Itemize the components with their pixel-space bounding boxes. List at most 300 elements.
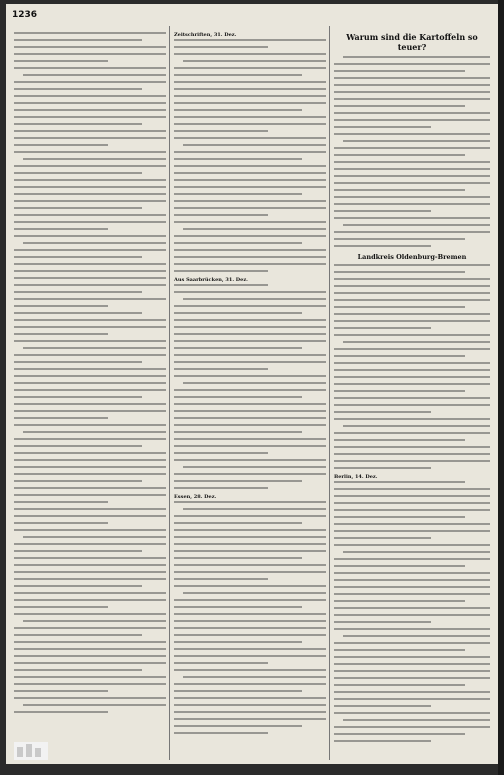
text-line <box>14 88 142 90</box>
text-line <box>334 418 490 420</box>
text-line <box>174 305 326 307</box>
text-line <box>334 670 490 672</box>
article-dateline: Aus Saarbrücken, 31. Dez. <box>174 277 248 283</box>
text-line <box>174 172 326 174</box>
text-line <box>174 74 302 76</box>
text-line <box>174 697 326 699</box>
text-line <box>23 536 166 538</box>
text-line <box>14 277 166 279</box>
text-line <box>334 397 490 399</box>
text-line <box>174 725 302 727</box>
text-line <box>334 362 490 364</box>
text-line <box>174 585 326 587</box>
text-line <box>14 508 166 510</box>
text-line <box>14 102 166 104</box>
text-line <box>334 285 490 287</box>
section-heading: Landkreis Oldenburg-Bremen <box>357 253 467 261</box>
text-line <box>14 522 108 524</box>
text-line <box>14 662 166 664</box>
text-line <box>174 123 326 125</box>
text-line <box>334 649 465 651</box>
text-line <box>14 655 166 657</box>
text-line <box>334 488 490 490</box>
text-line <box>174 284 268 286</box>
text-line <box>14 186 166 188</box>
text-line <box>14 207 142 209</box>
text-line <box>14 571 166 573</box>
text-line <box>343 341 490 343</box>
text-line <box>174 179 326 181</box>
text-line <box>334 278 490 280</box>
text-line <box>14 39 142 41</box>
text-line <box>334 264 490 266</box>
text-line <box>174 291 326 293</box>
text-line <box>174 690 302 692</box>
text-line <box>14 235 166 237</box>
text-line <box>23 158 166 160</box>
archive-stamp-image <box>14 742 48 760</box>
text-line <box>14 95 166 97</box>
text-line <box>334 600 465 602</box>
text-line <box>174 655 326 657</box>
text-line <box>14 480 142 482</box>
text-line <box>174 137 326 139</box>
text-line <box>14 298 166 300</box>
text-line <box>174 620 326 622</box>
text-line <box>174 522 302 524</box>
text-line <box>334 691 490 693</box>
text-line <box>174 515 326 517</box>
text-line <box>183 466 326 468</box>
text-line <box>334 684 465 686</box>
text-line <box>14 627 166 629</box>
text-line <box>334 334 490 336</box>
text-lines <box>334 481 490 742</box>
text-line <box>334 740 431 742</box>
text-line <box>174 235 326 237</box>
text-line <box>14 333 108 335</box>
text-line <box>174 410 326 412</box>
text-line <box>14 326 166 328</box>
text-line <box>343 56 490 58</box>
text-line <box>14 151 166 153</box>
text-line <box>334 98 490 100</box>
text-line <box>343 719 490 721</box>
article-dateline: Essen, 28. Dez. <box>174 494 217 500</box>
text-line <box>174 550 326 552</box>
text-line <box>174 67 326 69</box>
text-line <box>14 669 142 671</box>
text-line <box>334 217 490 219</box>
text-line <box>14 683 166 685</box>
text-line <box>14 410 166 412</box>
text-line <box>334 376 490 378</box>
text-line <box>334 726 490 728</box>
text-line <box>334 439 465 441</box>
text-line <box>174 501 326 503</box>
text-line <box>183 508 326 510</box>
text-line <box>334 271 465 273</box>
text-line <box>183 676 326 678</box>
text-line <box>174 39 326 41</box>
text-line <box>174 221 326 223</box>
text-line <box>174 529 326 531</box>
text-line <box>174 487 268 489</box>
text-line <box>14 592 166 594</box>
text-line <box>174 396 302 398</box>
text-line <box>334 119 490 121</box>
text-line <box>174 564 326 566</box>
text-line <box>334 383 490 385</box>
text-line <box>334 530 490 532</box>
text-line <box>14 291 142 293</box>
text-line <box>334 628 490 630</box>
text-line <box>174 669 326 671</box>
text-line <box>183 228 326 230</box>
text-line <box>14 564 166 566</box>
text-line <box>14 193 166 195</box>
text-line <box>174 445 326 447</box>
text-lines <box>174 501 326 734</box>
text-line <box>14 389 166 391</box>
column-rule <box>329 26 330 760</box>
text-line <box>183 298 326 300</box>
text-line <box>174 354 326 356</box>
text-line <box>23 431 166 433</box>
text-line <box>14 613 166 615</box>
text-line <box>334 84 490 86</box>
text-line <box>174 634 326 636</box>
article-dateline: Zeitschriften, 31. Dez. <box>174 32 237 38</box>
text-line <box>14 256 142 258</box>
text-line <box>174 263 326 265</box>
text-line <box>14 361 142 363</box>
text-line <box>14 515 166 517</box>
text-line <box>14 578 166 580</box>
column-3 <box>334 32 490 752</box>
text-line <box>334 656 490 658</box>
text-line <box>174 480 302 482</box>
text-line <box>174 732 268 734</box>
text-line <box>334 621 431 623</box>
text-line <box>174 613 326 615</box>
text-line <box>334 390 465 392</box>
text-line <box>14 179 166 181</box>
text-line <box>174 718 326 720</box>
text-line <box>334 481 465 483</box>
text-line <box>14 81 166 83</box>
text-line <box>334 537 431 539</box>
text-lines <box>174 284 326 489</box>
text-line <box>174 599 326 601</box>
text-line <box>174 333 326 335</box>
text-line <box>174 249 326 251</box>
text-line <box>14 641 166 643</box>
text-line <box>334 306 465 308</box>
text-line <box>334 196 490 198</box>
text-line <box>174 151 326 153</box>
text-line <box>334 677 490 679</box>
text-line <box>334 238 465 240</box>
text-line <box>14 165 166 167</box>
text-line <box>334 663 490 665</box>
text-lines <box>14 508 166 713</box>
text-line <box>334 712 490 714</box>
text-line <box>14 417 108 419</box>
text-line <box>334 320 490 322</box>
text-line <box>334 607 490 609</box>
text-line <box>14 200 166 202</box>
text-line <box>14 67 166 69</box>
text-line <box>334 189 465 191</box>
text-line <box>174 403 326 405</box>
text-line <box>174 102 326 104</box>
text-line <box>174 340 326 342</box>
text-line <box>23 242 166 244</box>
text-line <box>14 263 166 265</box>
text-line <box>174 368 268 370</box>
text-line <box>334 70 465 72</box>
scan-edge <box>498 0 504 775</box>
text-line <box>174 116 326 118</box>
text-line <box>334 614 490 616</box>
text-line <box>14 137 166 139</box>
text-line <box>334 544 490 546</box>
text-line <box>183 382 326 384</box>
text-line <box>334 572 490 574</box>
text-line <box>334 112 490 114</box>
text-line <box>174 459 326 461</box>
text-line <box>334 203 490 205</box>
text-line <box>334 404 490 406</box>
text-line <box>14 396 142 398</box>
text-line <box>14 284 166 286</box>
text-line <box>14 459 166 461</box>
text-line <box>183 144 326 146</box>
text-line <box>174 326 326 328</box>
text-line <box>334 292 490 294</box>
text-line <box>334 733 465 735</box>
text-line <box>14 144 108 146</box>
text-line <box>174 158 302 160</box>
text-line <box>23 347 166 349</box>
text-line <box>174 165 326 167</box>
text-line <box>23 704 166 706</box>
text-line <box>174 361 326 363</box>
text-line <box>14 116 166 118</box>
text-line <box>174 627 326 629</box>
text-line <box>14 368 166 370</box>
text-line <box>334 327 431 329</box>
text-line <box>334 355 465 357</box>
text-lines <box>174 39 326 272</box>
text-line <box>174 95 326 97</box>
text-line <box>174 648 326 650</box>
text-line <box>174 347 302 349</box>
text-line <box>14 221 166 223</box>
text-line <box>343 635 490 637</box>
text-line <box>14 557 166 559</box>
text-line <box>174 312 302 314</box>
text-line <box>334 313 490 315</box>
text-line <box>174 431 302 433</box>
text-line <box>334 432 490 434</box>
text-line <box>14 529 166 531</box>
text-line <box>174 46 268 48</box>
text-line <box>334 586 490 588</box>
text-line <box>334 182 490 184</box>
text-line <box>14 494 166 496</box>
text-line <box>14 305 108 307</box>
text-line <box>334 705 431 707</box>
text-line <box>14 690 108 692</box>
text-line <box>334 579 490 581</box>
text-line <box>14 249 166 251</box>
text-line <box>334 453 490 455</box>
text-line <box>14 214 166 216</box>
text-line <box>14 172 142 174</box>
text-line <box>174 711 326 713</box>
text-line <box>14 473 166 475</box>
text-line <box>14 487 166 489</box>
text-line <box>14 550 142 552</box>
text-line <box>334 91 490 93</box>
text-line <box>334 210 431 212</box>
text-line <box>14 452 166 454</box>
text-line <box>334 516 465 518</box>
text-line <box>174 375 326 377</box>
text-line <box>14 312 142 314</box>
text-line <box>334 231 490 233</box>
text-line <box>174 389 326 391</box>
text-line <box>174 214 268 216</box>
text-line <box>14 445 142 447</box>
text-line <box>334 460 490 462</box>
text-line <box>14 382 166 384</box>
text-line <box>14 403 166 405</box>
text-line <box>183 592 326 594</box>
text-line <box>14 46 166 48</box>
text-line <box>343 425 490 427</box>
text-line <box>14 109 166 111</box>
text-lines <box>334 264 490 469</box>
text-line <box>174 438 326 440</box>
text-line <box>14 501 108 503</box>
text-line <box>174 186 326 188</box>
text-line <box>174 193 302 195</box>
text-lines <box>14 32 166 307</box>
text-line <box>334 467 431 469</box>
text-line <box>343 224 490 226</box>
text-line <box>174 207 326 209</box>
text-line <box>183 60 326 62</box>
text-line <box>174 256 326 258</box>
text-line <box>14 319 166 321</box>
text-line <box>14 340 166 342</box>
text-line <box>334 698 490 700</box>
text-line <box>14 599 166 601</box>
text-line <box>14 130 166 132</box>
column-2 <box>174 32 326 752</box>
text-line <box>334 245 431 247</box>
text-lines <box>334 56 490 247</box>
text-line <box>14 697 166 699</box>
text-line <box>174 557 302 559</box>
text-line <box>334 369 490 371</box>
text-line <box>174 641 302 643</box>
text-line <box>14 606 108 608</box>
column-rule <box>169 26 170 760</box>
text-line <box>174 473 326 475</box>
text-line <box>174 543 326 545</box>
text-line <box>174 683 326 685</box>
text-line <box>334 523 490 525</box>
text-line <box>174 536 326 538</box>
text-line <box>334 558 490 560</box>
text-line <box>334 133 490 135</box>
text-line <box>174 424 326 426</box>
text-line <box>174 417 326 419</box>
text-line <box>334 299 490 301</box>
text-line <box>174 270 268 272</box>
text-line <box>334 168 490 170</box>
text-line <box>14 648 166 650</box>
text-line <box>14 375 166 377</box>
text-line <box>23 74 166 76</box>
text-line <box>174 130 268 132</box>
text-line <box>14 634 142 636</box>
text-line <box>174 578 268 580</box>
text-line <box>174 242 302 244</box>
text-line <box>14 711 108 713</box>
text-line <box>334 495 490 497</box>
text-line <box>334 147 490 149</box>
text-line <box>334 348 490 350</box>
text-line <box>14 123 142 125</box>
text-line <box>334 642 490 644</box>
column-1 <box>14 32 166 752</box>
text-line <box>23 620 166 622</box>
text-line <box>174 704 326 706</box>
text-line <box>14 438 166 440</box>
text-line <box>334 565 465 567</box>
newspaper-page <box>6 4 498 764</box>
text-line <box>334 411 431 413</box>
headline: Warum sind die Kartoffeln so teuer? <box>346 32 478 52</box>
text-line <box>174 109 302 111</box>
text-line <box>334 161 490 163</box>
text-line <box>334 77 490 79</box>
text-line <box>334 105 465 107</box>
text-line <box>14 53 166 55</box>
text-line <box>14 543 166 545</box>
text-line <box>334 126 431 128</box>
text-line <box>334 509 490 511</box>
text-line <box>14 676 166 678</box>
text-line <box>14 585 142 587</box>
text-line <box>174 81 326 83</box>
article-dateline: Berlin, 14. Dez. <box>334 474 378 480</box>
text-line <box>14 424 166 426</box>
text-line <box>343 140 490 142</box>
text-line <box>334 63 490 65</box>
text-line <box>14 32 166 34</box>
text-line <box>334 154 465 156</box>
text-line <box>174 200 326 202</box>
text-line <box>174 606 302 608</box>
text-line <box>14 228 108 230</box>
text-line <box>174 571 326 573</box>
